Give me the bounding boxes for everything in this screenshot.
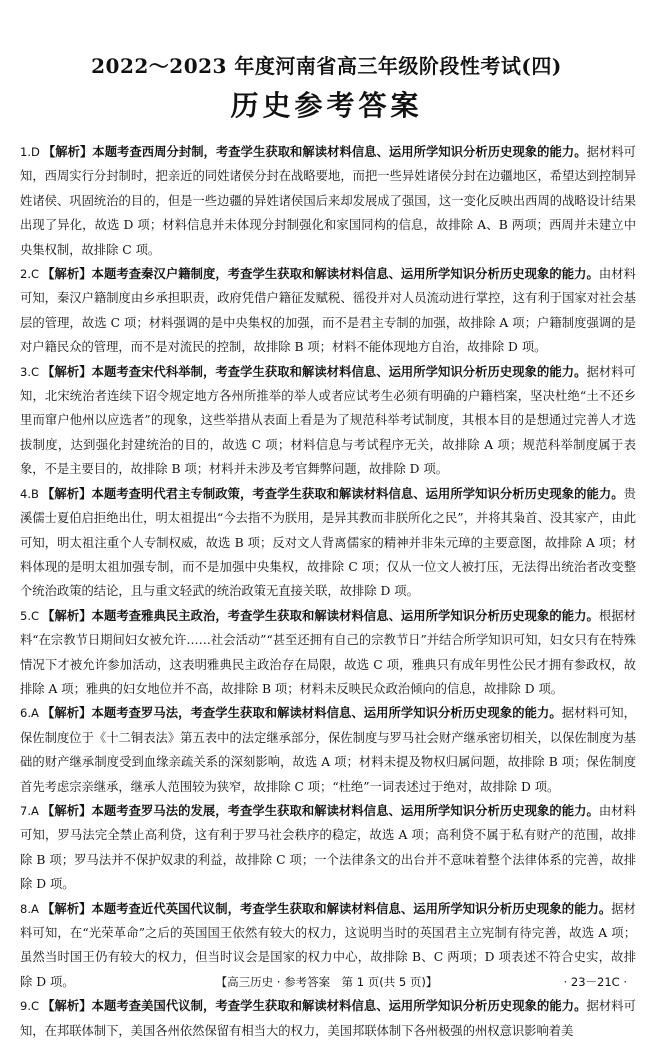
answer-item <box>20 140 636 262</box>
item-body: 据材料可知，在邦联体制下，美国各州依然保留有相当大的权力，美国邦联体制下各州极强的州权意识影响着美 <box>20 999 636 1038</box>
analysis-tag: 【解析】 <box>42 145 93 159</box>
item-number: 1. <box>20 145 31 159</box>
answer-item <box>20 604 636 702</box>
analysis-tag: 【解析】 <box>42 608 92 623</box>
item-body: 据材料可知，西周实行分封制时，把亲近的同姓诸侯分封在战略要地，而把一些异姓诸侯分封在边疆地区，希望达到控制异姓诸侯、巩固统治的目的，但是一些边疆的异姓诸侯国后来却发展成了强国，这一变化反映出西周的战略设计结果出现了异化，故选 D 项；材料信息并未体现分封制强化和家国同构的信息，故排除 A、B 两项；西周并未建立中央集权制，故排除 C 项。 <box>20 145 636 257</box>
analysis-tag: 【解析】 <box>42 364 92 379</box>
answer-list <box>20 140 636 1043</box>
analysis-tag: 【解析】 <box>41 803 92 818</box>
item-number: 7. <box>20 803 31 818</box>
item-lead: 本题考查明代君主专制政策，考查学生获取和解读材料信息、运用所学知识分析历史现象的能力。 <box>91 486 624 501</box>
item-lead: 本题考查罗马法，考查学生获取和解读材料信息、运用所学知识分析历史现象的能力。 <box>91 706 562 721</box>
item-answer: A <box>30 706 39 721</box>
item-lead: 本题考查西周分封制，考查学生获取和解读材料信息、运用所学知识分析历史现象的能力。 <box>92 145 587 159</box>
footer-page-label: 【高三历史 · 参考答案 第 1 页(共 5 页)】 <box>215 975 438 989</box>
item-body: 据材料可知，在“光荣革命”之后的英国国王依然有较大的权力，这说明当时的英国君主立宪制有待完善，故选 A 项；虽然当时国王仍有较大的权力，但当时议会是国家的权力中心，故排除 B、C 两项；D 项表述不符合史实，故排除 D 项。 <box>20 901 636 989</box>
item-number: 9. <box>20 999 31 1014</box>
item-number: 2. <box>20 267 31 282</box>
item-lead: 本题考查雅典民主政治，考查学生获取和解读材料信息、运用所学知识分析历史现象的能力。 <box>91 608 599 623</box>
page-title: 历史参考答案 <box>230 89 423 122</box>
analysis-tag: 【解析】 <box>42 267 92 282</box>
item-lead: 本题考查秦汉户籍制度，考查学生获取和解读材料信息、运用所学知识分析历史现象的能力。 <box>91 267 599 282</box>
item-body: 据材料可知，保佐制度位于《十二铜表法》第五表中的法定继承部分，保佐制度与罗马社会财产继承密切相关，以保佐制度为基础的财产继承制度受到血缘亲疏关系的深刻影响，故选 A 项；材料未提及物权归属问题，故排除 B 项；保佐制度首先考虑宗亲继承，继承人范围较为狭窄，故排除 C 项；“杜绝”一词表述过于绝对，故排除 D 项。 <box>20 706 636 794</box>
item-answer: C <box>30 267 40 282</box>
analysis-tag: 【解析】 <box>41 706 92 721</box>
item-number: 4. <box>20 486 31 501</box>
answer-item <box>20 360 636 482</box>
answer-item <box>20 262 636 360</box>
analysis-tag: 【解析】 <box>42 999 92 1014</box>
answer-item <box>20 482 636 604</box>
item-number: 5. <box>20 608 31 623</box>
analysis-tag: 【解析】 <box>41 486 92 501</box>
item-number: 6. <box>20 706 31 721</box>
item-body: 据材料可知，北宋统治者连续下诏令规定地方各州所推举的举人或者应试考生必须有明确的户籍档案，坚决杜绝“土不还乡里而窜户他州以应选者”的现象，这些举措从表面上看是为了规范科举考试制度，其根本目的是想通过完善人才选拔制度，达到强化封建统治的目的，故选 C 项；材料信息与考试程序无关，故排除 A 项；规范科举制度属于表象，不是主要目的，故排除 B 项；材料并未涉及考官舞弊问题，故排除 D 项。 <box>20 364 636 477</box>
answer-item <box>20 799 636 897</box>
exam-title: 2022～2023 年度河南省高三年级阶段性考试(四) <box>91 54 562 78</box>
answer-item <box>20 701 636 799</box>
item-answer: A <box>30 901 39 916</box>
item-number: 3. <box>20 364 31 379</box>
item-answer: C <box>30 999 40 1014</box>
item-answer: C <box>30 608 40 623</box>
item-body: 根据材料“在宗教节日期间妇女被允许……社会活动”“甚至还拥有自己的宗教节日”并结合所学知识可知，妇女只有在特殊情况下才被允许参加活动，这表明雅典民主政治存在局限，故选 C 项，雅典只有成年男性公民才拥有参政权，故排除 A 项；雅典的妇女地位并不高，故排除 B 项；材料未反映民众政治倾向的信息，故排除 D 项。 <box>20 608 636 696</box>
item-answer: A <box>30 803 39 818</box>
footer-code: · 23－21C · <box>563 975 627 989</box>
item-number: 8. <box>20 901 31 916</box>
item-body: 由材料可知，秦汉户籍制度由乡承担职责，政府凭借户籍征发赋税、徭役并对人员流动进行掌控，这有利于国家对社会基层的管理，故选 C 项；材料强调的是中央集权的加强，而不是君主专制的加强，故排除 A 项；户籍制度强调的是对户籍民众的管理，而不是对流民的控制，故排除 B 项；材料不能体现地方自治，故排除 D 项。 <box>20 267 636 355</box>
item-lead: 本题考查美国代议制，考查学生获取和解读材料信息、运用所学知识分析历史现象的能力。 <box>91 999 587 1014</box>
item-lead: 本题考查宋代科举制，考查学生获取和解读材料信息、运用所学知识分析历史现象的能力。 <box>91 364 587 379</box>
item-lead: 本题考查罗马法的发展，考查学生获取和解读材料信息、运用所学知识分析历史现象的能力。 <box>91 803 599 818</box>
analysis-tag: 【解析】 <box>41 901 92 916</box>
item-answer: D <box>30 145 40 159</box>
item-answer: C <box>30 364 40 379</box>
answer-item <box>20 994 636 1043</box>
item-lead: 本题考查近代英国代议制，考查学生获取和解读材料信息、运用所学知识分析历史现象的能力。 <box>91 901 612 916</box>
item-answer: B <box>30 486 39 501</box>
item-body: 由材料可知，罗马法完全禁止高利贷，这有利于罗马社会秩序的稳定，故选 A 项；高利贷不属于私有财产的范围，故排除 B 项；罗马法并不保护奴隶的利益，故排除 C 项；一个法律条文的出台并不意味着整个法律体系的完善，故排除 D 项。 <box>20 803 636 892</box>
item-body: 贵溪儒士夏伯启拒绝出仕，明太祖提出“今去指不为朕用，是异其教而非朕所化之民”，并将其枭首、没其家产，由此可知，明太祖注重个人专制权威，故选 B 项；反对文人背离儒家的精神并非朱元璋的主要意图，故排除 A 项；材料体现的是明太祖加强专制，而不是加强中央集权，故排除 C 项；仅从一位文人被打压，无法得出统治者改变整个统治政策的结论，且与重文轻武的统治政策无直接关联，故排除 D 项。 <box>20 486 636 599</box>
